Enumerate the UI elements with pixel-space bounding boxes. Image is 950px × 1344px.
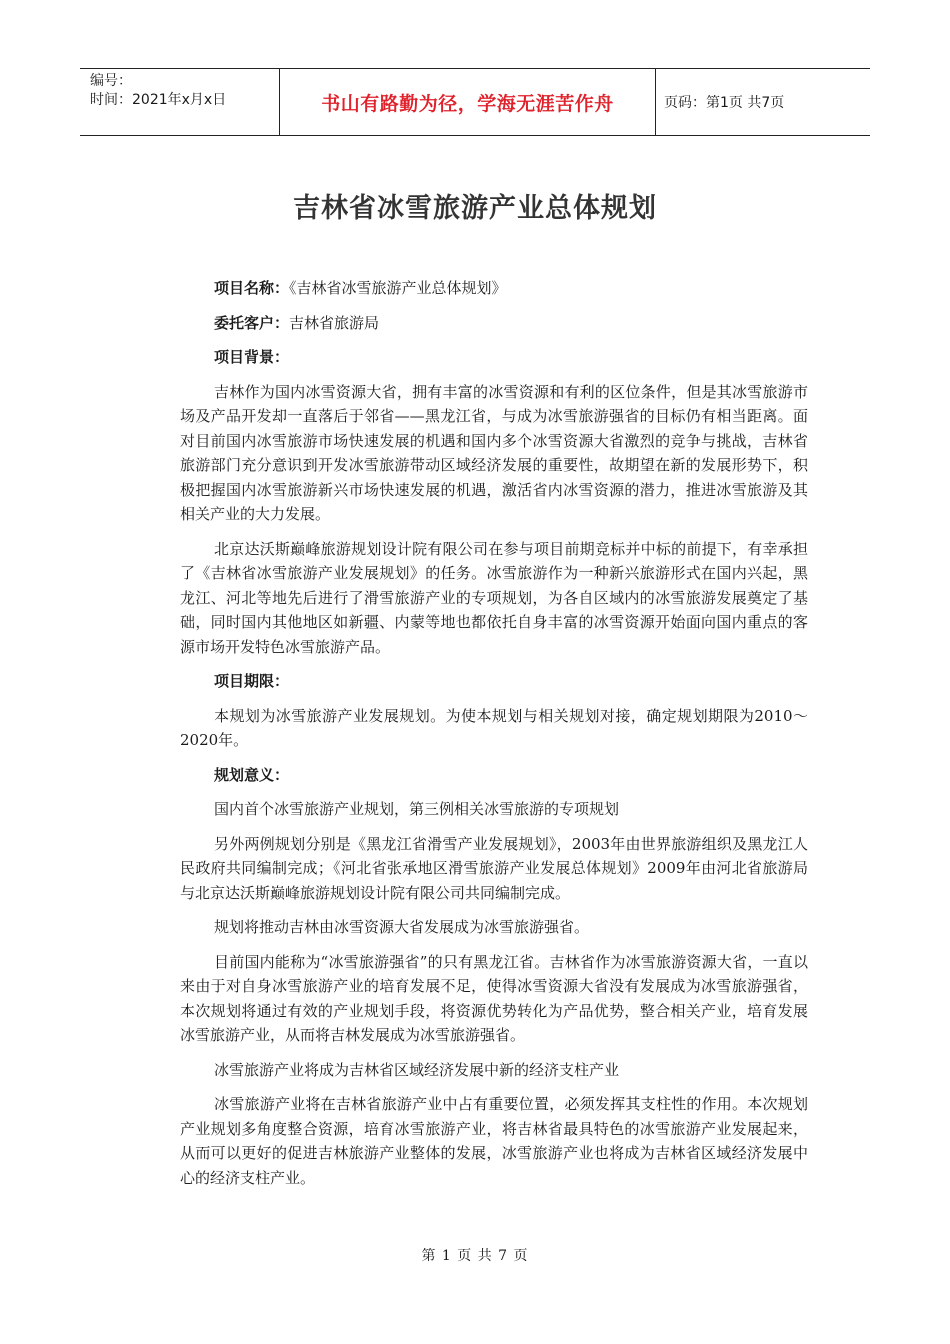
page-footer: 第 1 页 共 7 页 bbox=[421, 1248, 529, 1264]
background-paragraph-2: 北京达沃斯巅峰旅游规划设计院有限公司在参与项目前期竞标并中标的前提下，有幸承担了《吉林省冰雪旅游产业发展规划》的任务。冰雪旅游作为一种新兴旅游形式在国内兴起，黑龙江、河北等地先后进行了滑雪旅游产业的专项规划，为各自区域内的冰雪旅游发展奠定了基础，同时国内其他地区如新疆、内蒙等地也都依托自身丰富的冰雪资源开始面向国内重点的客源市场开发特色冰雪旅游产品。 bbox=[180, 539, 808, 656]
project-name-value: 《吉林省冰雪旅游产业总体规划》 bbox=[289, 279, 507, 297]
time-label: 时间：2021年x月x日 bbox=[90, 92, 227, 108]
client-value: 吉林省旅游局 bbox=[289, 313, 380, 332]
project-name-label: 项目名称： bbox=[214, 279, 290, 297]
client-label: 委托客户： bbox=[214, 313, 290, 332]
header-page-info: 页码：第1页 共7页 bbox=[664, 95, 785, 111]
significance-paragraph-3: 规划将推动吉林由冰雪资源大省发展成为冰雪旅游强省。 bbox=[214, 918, 590, 936]
significance-paragraph-1: 国内首个冰雪旅游产业规划，第三例相关冰雪旅游的专项规划 bbox=[214, 800, 620, 818]
header-motto: 书山有路勤为径，学海无涯苦作舟 bbox=[280, 69, 656, 135]
document-body bbox=[180, 276, 808, 1200]
period-label: 项目期限： bbox=[214, 672, 290, 690]
significance-label: 规划意义： bbox=[214, 765, 290, 784]
period-heading bbox=[180, 669, 808, 694]
significance-heading bbox=[180, 763, 808, 788]
significance-paragraph-2: 另外两例规划分别是《黑龙江省滑雪产业发展规划》，2003年由世界旅游组织及黑龙江人民政府共同编制完成；《河北省张承地区滑雪旅游产业发展总体规划》2009年由河北省旅游局与北京达沃斯巅峰旅游规划设计院有限公司共同编制完成。 bbox=[180, 834, 808, 902]
background-heading bbox=[180, 345, 808, 370]
significance-paragraph-6: 冰雪旅游产业将在吉林省旅游产业中占有重要位置，必须发挥其支柱性的作用。本次规划产业规划多角度整合资源，培育冰雪旅游产业，将吉林省最具特色的冰雪旅游产业发展起来，从而可以更好的促进吉林旅游产业整体的发展，冰雪旅游产业也将成为吉林省区域经济发展中心的经济支柱产业。 bbox=[180, 1095, 808, 1187]
significance-paragraph-5: 冰雪旅游产业将成为吉林省区域经济发展中新的经济支柱产业 bbox=[214, 1060, 620, 1079]
background-label: 项目背景： bbox=[214, 348, 290, 366]
page-header bbox=[80, 68, 870, 136]
header-meta bbox=[80, 69, 280, 135]
project-name-line bbox=[180, 276, 808, 301]
client-line bbox=[180, 311, 808, 336]
period-paragraph: 本规划为冰雪旅游产业发展规划。为使本规划与相关规划对接，确定规划期限为2010～2020年。 bbox=[180, 706, 808, 749]
background-paragraph-1: 吉林作为国内冰雪资源大省，拥有丰富的冰雪资源和有利的区位条件，但是其冰雪旅游市场及产品开发却一直落后于邻省——黑龙江省，与成为冰雪旅游强省的目标仍有相当距离。面对目前国内冰雪旅游市场快速发展的机遇和国内多个冰雪资源大省激烈的竞争与挑战，吉林省旅游部门充分意识到开发冰雪旅游带动区域经济发展的重要性，故期望在新的发展形势下，积极把握国内冰雪旅游新兴市场快速发展的机遇，激活省内冰雪资源的潜力，推进冰雪旅游及其相关产业的大力发展。 bbox=[180, 382, 808, 523]
number-label: 编号： bbox=[90, 73, 132, 89]
significance-paragraph-4: 目前国内能称为“冰雪旅游强省”的只有黑龙江省。吉林省作为冰雪旅游资源大省，一直以来由于对自身冰雪旅游产业的培育发展不足，使得冰雪资源大省没有发展成为冰雪旅游强省，本次规划将通过有效的产业规划手段，将资源优势转化为产品优势，整合相关产业，培育发展冰雪旅游产业，从而将吉林发展成为冰雪旅游强省。 bbox=[180, 952, 808, 1044]
document-title: 吉林省冰雪旅游产业总体规划 bbox=[293, 193, 657, 224]
